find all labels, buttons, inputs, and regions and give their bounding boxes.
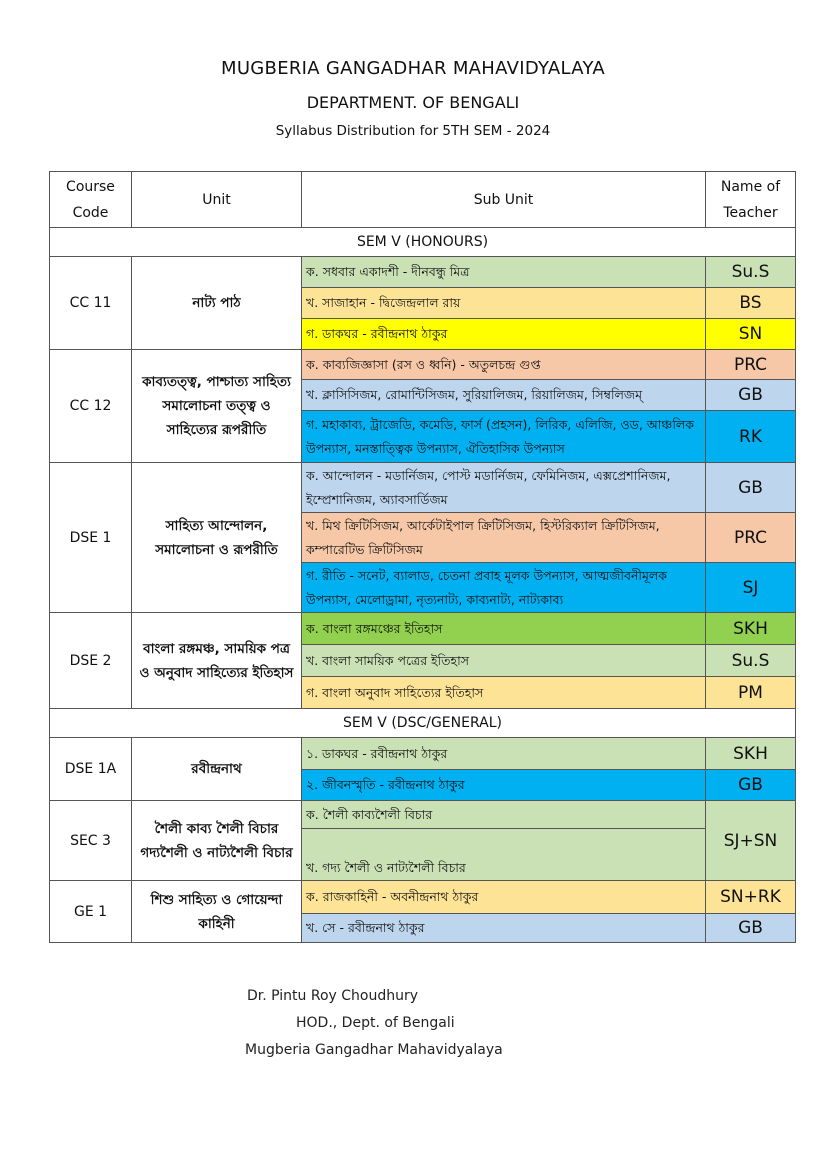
sub-unit: গ. ডাকঘর - রবীন্দ্রনাথ ঠাকুর <box>302 319 706 350</box>
unit-name: কাব্যতত্ত্ব, পাশ্চাত্য সাহিত্য সমালোচনা তত্ত্ব ও সাহিত্যের রূপরীতি <box>132 350 302 463</box>
sub-unit: খ. মিথ ক্রিটিসিজম, আর্কেটাইপাল ক্রিটিসিজম, হিস্টরিক্যাল ক্রিটিসিজম, কম্পারেটিভ ক্রিটিসিজম <box>302 513 706 563</box>
header-unit: Unit <box>132 172 302 228</box>
course-code: DSE 2 <box>50 613 132 709</box>
teacher: GB <box>706 770 796 801</box>
teacher: PRC <box>706 513 796 563</box>
sub-unit: খ. গদ্য শৈলী ও নাট্যশৈলী বিচার <box>302 829 706 881</box>
table-row <box>50 463 796 513</box>
unit-name: শিশু সাহিত্য ও গোয়েন্দা কাহিনী <box>132 881 302 943</box>
teacher: GB <box>706 380 796 411</box>
college-title: MUGBERIA GANGADHAR MAHAVIDYALAYA <box>221 58 605 79</box>
header-course-code: Course Code <box>50 172 132 228</box>
section-row <box>50 709 796 738</box>
unit-name: নাট্য পাঠ <box>132 257 302 350</box>
sub-unit: খ. ক্লাসিসিজম, রোমান্টিসিজম, সুরিয়ালিজম, রিয়ালিজম, সিম্বলিজম্ <box>302 380 706 411</box>
course-code: SEC 3 <box>50 801 132 881</box>
sub-unit: ২. জীবনস্মৃতি - রবীন্দ্রনাথ ঠাকুর <box>302 770 706 801</box>
table-row <box>50 350 796 380</box>
table-row <box>50 801 796 829</box>
course-code: CC 11 <box>50 257 132 350</box>
teacher: PRC <box>706 350 796 380</box>
section-honours: SEM V (HONOURS) <box>50 228 796 257</box>
syllabus-subtitle: Syllabus Distribution for 5TH SEM - 2024 <box>275 123 551 139</box>
teacher: RK <box>706 411 796 463</box>
section-general: SEM V (DSC/GENERAL) <box>50 709 796 738</box>
teacher: SKH <box>706 613 796 645</box>
sub-unit: গ. রীতি - সনেট, ব্যালাড, চেতনা প্রবাহ মূলক উপন্যাস, আত্মজীবনীমূলক উপন্যাস, মেলোড্রামা, নৃত্যনাট্য, কাব্যনাট্য, নাট্যকাব্য <box>302 563 706 613</box>
unit-name: বাংলা রঙ্গমঞ্চ, সাময়িক পত্র ও অনুবাদ সাহিত্যের ইতিহাস <box>132 613 302 709</box>
teacher: SJ+SN <box>706 801 796 881</box>
table-row <box>50 738 796 770</box>
teacher: SJ <box>706 563 796 613</box>
teacher: SN+RK <box>706 881 796 914</box>
teacher: GB <box>706 914 796 943</box>
table-row <box>50 613 796 645</box>
sub-unit: খ. সে - রবীন্দ্রনাথ ঠাকুর <box>302 914 706 943</box>
sub-unit: ক. বাংলা রঙ্গমঞ্চের ইতিহাস <box>302 613 706 645</box>
teacher: Su.S <box>706 645 796 677</box>
unit-name: শৈলী কাব্য শৈলী বিচার গদ্যশৈলী ও নাট্যশৈলী বিচার <box>132 801 302 881</box>
signature-college: Mugberia Gangadhar Mahavidyalaya <box>245 1042 503 1058</box>
sub-unit: ক. শৈলী কাব্যশৈলী বিচার <box>302 801 706 829</box>
sub-unit: খ. বাংলা সাময়িক পত্রের ইতিহাস <box>302 645 706 677</box>
teacher: GB <box>706 463 796 513</box>
course-code: GE 1 <box>50 881 132 943</box>
sub-unit: ক. কাব্যজিজ্ঞাসা (রস ও ধ্বনি) - অতুলচন্দ্র গুপ্ত <box>302 350 706 380</box>
sub-unit: ক. সধবার একাদশী - দীনবন্ধু মিত্র <box>302 257 706 288</box>
sub-unit: ক. রাজকাহিনী - অবনীন্দ্রনাথ ঠাকুর <box>302 881 706 914</box>
teacher: PM <box>706 677 796 709</box>
teacher: BS <box>706 288 796 319</box>
unit-name: রবীন্দ্রনাথ <box>132 738 302 801</box>
sub-unit: গ. বাংলা অনুবাদ সাহিত্যের ইতিহাস <box>302 677 706 709</box>
department-title: DEPARTMENT. OF BENGALI <box>306 93 520 112</box>
sub-unit: ১. ডাকঘর - রবীন্দ্রনাথ ঠাকুর <box>302 738 706 770</box>
sub-unit: গ. মহাকাব্য, ট্রাজেডি, কমেডি, ফার্স (প্রহসন), লিরিক, এলিজি, ওড, আঞ্চলিক উপন্যাস, মনস্তাত্ত্বিক উপন্যাস, ঐতিহাসিক উপন্যাস <box>302 411 706 463</box>
course-code: DSE 1 <box>50 463 132 613</box>
signature-name: Dr. Pintu Roy Choudhury <box>247 988 419 1004</box>
sub-unit: ক. আন্দোলন - মডার্নিজম, পোস্ট মডার্নিজম, ফেমিনিজম, এক্সপ্রেশানিজম, ইম্প্রেশানিজম, অ্যাবসার্ডিজম <box>302 463 706 513</box>
unit-name: সাহিত্য আন্দোলন, সমালোচনা ও রূপরীতি <box>132 463 302 613</box>
section-row <box>50 228 796 257</box>
table-row <box>50 257 796 288</box>
course-code: DSE 1A <box>50 738 132 801</box>
header-sub-unit: Sub Unit <box>302 172 706 228</box>
teacher: SN <box>706 319 796 350</box>
table-row <box>50 881 796 914</box>
syllabus-table <box>49 171 796 943</box>
teacher: SKH <box>706 738 796 770</box>
course-code: CC 12 <box>50 350 132 463</box>
signature-designation: HOD., Dept. of Bengali <box>296 1015 455 1031</box>
sub-unit: খ. সাজাহান - দ্বিজেন্দ্রলাল রায় <box>302 288 706 319</box>
header-teacher: Name of Teacher <box>706 172 796 228</box>
teacher: Su.S <box>706 257 796 288</box>
table-header-row <box>50 172 796 228</box>
